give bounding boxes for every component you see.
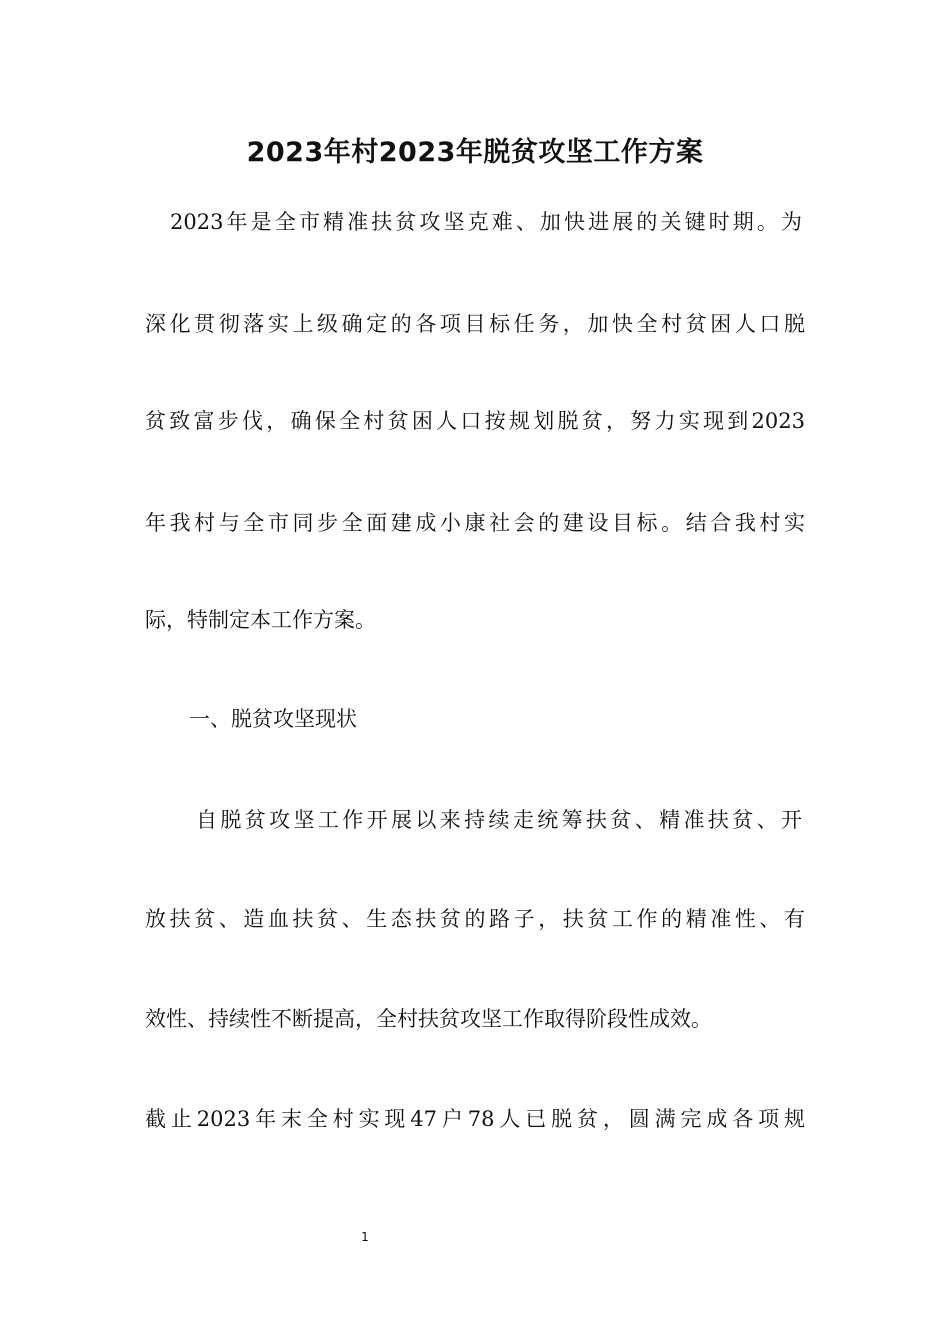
paragraph-line: 2023年是全市精准扶贫攻坚克难、加快进展的关键时期。为 — [170, 210, 802, 234]
paragraph-line: 效性、持续性不断提高，全村扶贫攻坚工作取得阶段性成效。 — [145, 1007, 712, 1031]
paragraph-line: 截止2023年末全村实现47户78人已脱贫，圆满完成各项规 — [145, 1107, 805, 1131]
paragraph-line: 深化贯彻落实上级确定的各项目标任务，加快全村贫困人口脱 — [145, 312, 805, 336]
paragraph-line: 年我村与全市同步全面建成小康社会的建设目标。结合我村实 — [145, 511, 805, 535]
paragraph-line: 贫致富步伐，确保全村贫困人口按规划脱贫，努力实现到2023 — [145, 409, 805, 433]
page-number: 1 — [361, 1230, 369, 1244]
document-title: 2023年村2023年脱贫攻坚工作方案 — [246, 137, 704, 168]
paragraph-line: 自脱贫攻坚工作开展以来持续走统筹扶贫、精准扶贫、开 — [196, 808, 802, 832]
paragraph-line: 际，特制定本工作方案。 — [145, 608, 376, 632]
paragraph-line: 放扶贫、造血扶贫、生态扶贫的路子，扶贫工作的精准性、有 — [145, 907, 805, 931]
section-heading: 一、脱贫攻坚现状 — [189, 707, 357, 731]
